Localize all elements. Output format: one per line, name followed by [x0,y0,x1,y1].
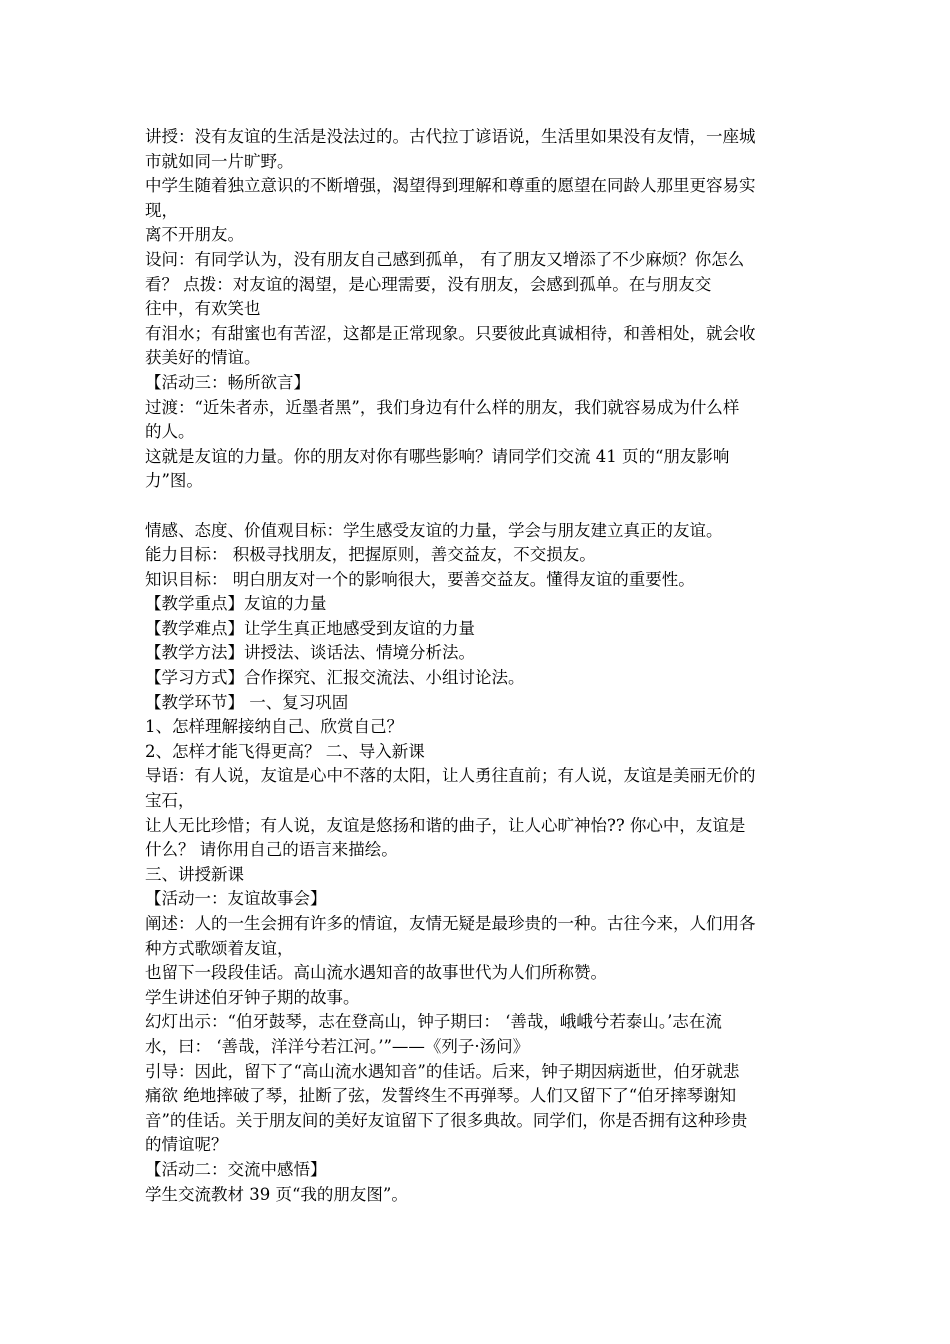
text-line: 阐述：人的一生会拥有许多的情谊，友情无疑是最珍贵的一种。古往今来，人们用各 [145,914,756,933]
text-line: 的情谊呢？ [145,1135,228,1155]
text-line: 设问：有同学认为，没有朋友自己感到孤单， 有了朋友又增添了不少麻烦？你怎么 [145,249,745,269]
text-line: 有泪水；有甜蜜也有苦涩，这都是正常现象。只要彼此真诚相待，和善相处，就会收 [145,323,756,343]
text-line: 【教学方法】讲授法、谈话法、情境分析法。 [145,643,475,663]
text-line: 引导：因此，留下了“高山流水遇知音”的佳话。后来，钟子期因病逝世，伯牙就悲 [145,1061,740,1081]
text-line: 过渡：“近朱者赤，近墨者黑”，我们身边有什么样的朋友，我们就容易成为什么样 [145,397,740,417]
text-line: 2、怎样才能飞得更高？ 二、导入新课 [145,741,425,761]
text-line: 看？ 点拨：对友谊的渴望，是心理需要，没有朋友，会感到孤单。在与朋友交 [145,274,712,294]
text-line: 幻灯出示：“伯牙鼓琴，志在登高山，钟子期曰： ‘善哉，峨峨兮若泰山。’志在流 [145,1012,722,1032]
text-line: 什么？ 请你用自己的语言来描绘。 [145,840,398,860]
text-line: 现， [145,200,178,220]
text-line: 【学习方式】合作探究、汇报交流法、小组讨论法。 [145,668,525,688]
document-body [145,125,805,1207]
text-line: 学生交流教材 39 页“我的朋友图”。 [145,1184,408,1204]
text-line: 1、怎样理解接纳自己、欣赏自己？ [145,717,403,737]
text-line: 种方式歌颂着友谊， [145,938,294,958]
text-line: 导语：有人说，友谊是心中不落的太阳，让人勇往直前；有人说，友谊是美丽无价的 [145,766,756,786]
text-line: 【活动一：友谊故事会】 [145,889,327,909]
text-line: 学生讲述伯牙钟子期的故事。 [145,987,360,1007]
text-line: 【活动二：交流中感悟】 [145,1159,327,1179]
text-line: 【教学重点】友谊的力量 [145,594,327,614]
text-line: 讲授：没有友谊的生活是没法过的。古代拉丁谚语说，生活里如果没有友情，一座城 [145,127,756,146]
text-line: 往中，有欢笑也 [145,299,261,319]
text-line: 市就如同一片旷野。 [145,151,294,171]
text-line: 音”的佳话。关于朋友间的美好友谊留下了很多典故。同学们，你是否拥有这种珍贵 [145,1110,748,1130]
text-line: 【教学环节】 一、复习巩固 [145,692,349,712]
text-line: 痛欲 绝地摔破了琴，扯断了弦，发誓终生不再弹琴。人们又留下了“伯牙摔琴谢知 [145,1086,737,1106]
text-line: 让人无比珍惜；有人说，友谊是悠扬和谐的曲子，让人心旷神怡?? 你心中，友谊是 [145,815,746,835]
text-line: 水，曰： ‘善哉，洋洋兮若江河。’”——《列子·汤问》 [145,1036,530,1056]
text-line: 中学生随着独立意识的不断增强，渴望得到理解和尊重的愿望在同龄人那里更容易实 [145,176,756,196]
text-line: 三、讲授新课 [145,864,244,884]
text-line: 知识目标： 明白朋友对一个的影响很大，要善交益友。懂得友谊的重要性。 [145,569,695,589]
text-line: 宝石， [145,791,195,811]
text-line: 获美好的情谊。 [145,348,261,368]
text-line: 力”图。 [145,471,203,491]
blank-line [145,494,805,519]
text-line: 这就是友谊的力量。你的朋友对你有哪些影响？请同学们交流 41 页的“朋友影响 [145,446,730,466]
text-line: 【活动三：畅所欲言】 [145,372,310,392]
text-line: 离不开朋友。 [145,225,244,245]
text-line: 情感、态度、价值观目标：学生感受友谊的力量，学会与朋友建立真正的友谊。 [145,520,723,540]
text-line: 的人。 [145,422,195,442]
text-line: 能力目标： 积极寻找朋友，把握原则，善交益友，不交损友。 [145,545,596,565]
text-line: 也留下一段段佳话。高山流水遇知音的故事世代为人们所称赞。 [145,963,607,983]
text-line: 【教学难点】让学生真正地感受到友谊的力量 [145,618,475,638]
